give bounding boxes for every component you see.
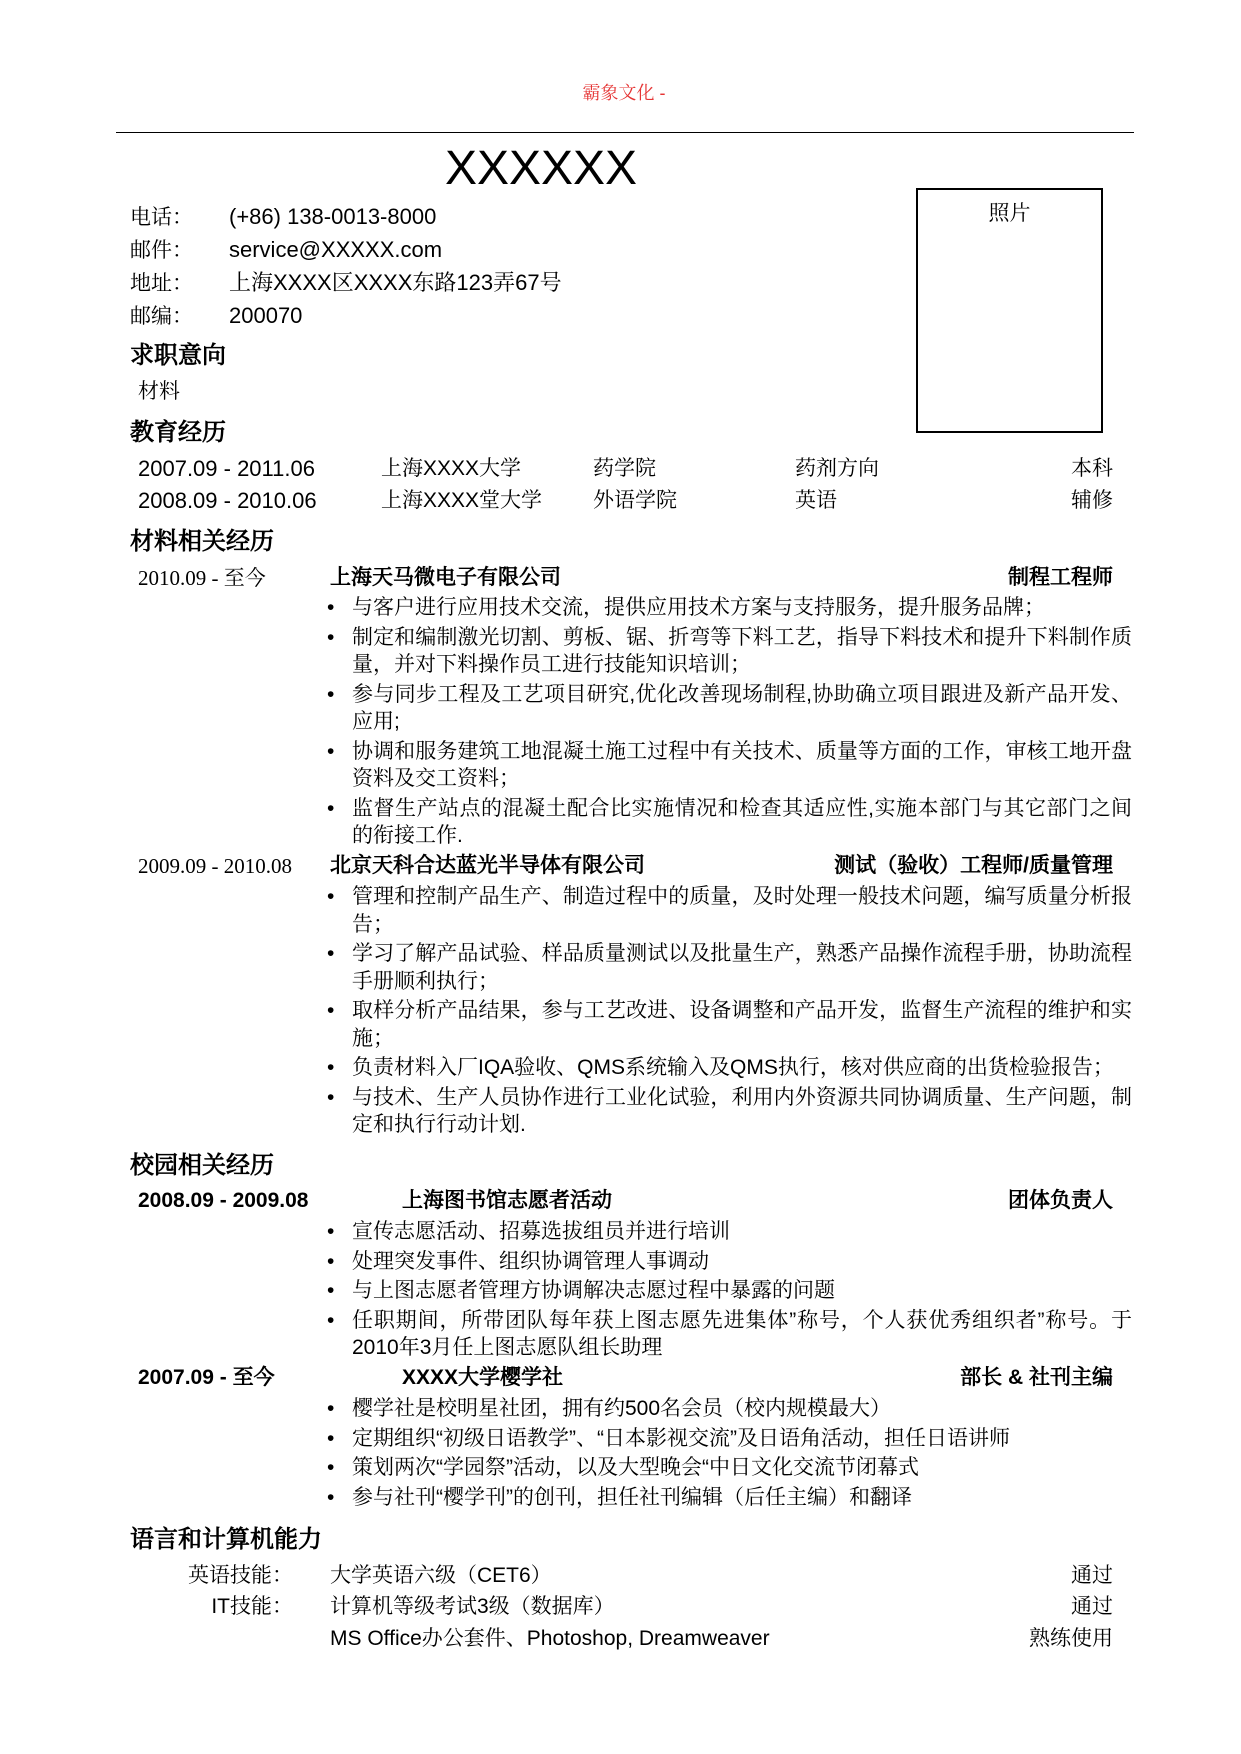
- job-duty-item: • 与客户进行应用技术交流，提供应用技术方案与支持服务，提升服务品牌；: [325, 594, 1132, 622]
- activity-name: XXXX大学樱学社: [402, 1366, 564, 1389]
- candidate-name: XXXXXX: [444, 142, 638, 195]
- header-brand: 霸象文化 -: [582, 83, 666, 103]
- skill-value: 计算机等级考试3级（数据库）: [330, 1595, 615, 1618]
- skill-result: 熟练使用: [1029, 1627, 1113, 1650]
- skill-label: IT技能：: [211, 1595, 293, 1618]
- education-school: 上海XXXX大学: [381, 457, 522, 480]
- education-college: 药学院: [593, 457, 656, 480]
- activity-item: • 处理突发事件、组织协调管理人事调动: [325, 1248, 1132, 1276]
- skill-row: [130, 1623, 1113, 1655]
- email-value: service@XXXXX.com: [229, 237, 443, 262]
- job-duty-item: • 负责材料入厂IQA验收、QMS系统输入及QMS执行，核对供应商的出货检验报告；: [325, 1054, 1132, 1082]
- activity-header: [138, 1187, 1113, 1215]
- job-company: 上海天马微电子有限公司: [330, 566, 561, 589]
- job-duty-item: • 监督生产站点的混凝土配合比实施情况和检查其适应性,实施本部门与其它部门之间的衔接工作.: [325, 795, 1132, 850]
- work-heading: 材料相关经历: [130, 528, 274, 555]
- education-school: 上海XXXX堂大学: [381, 489, 543, 512]
- job-duty-item: • 取样分析产品结果，参与工艺改进、设备调整和产品开发，监督生产流程的维护和实施；: [325, 997, 1132, 1052]
- job-duties-list: [325, 594, 1132, 852]
- activity-item: • 与上图志愿者管理方协调解决志愿过程中暴露的问题: [325, 1277, 1132, 1305]
- activity-item: • 参与社刊“樱学刊”的创刊，担任社刊编辑（后任主编）和翻译: [325, 1484, 1132, 1512]
- job-title: 测试（验收）工程师/质量管理: [834, 854, 1113, 877]
- skill-result: 通过: [1071, 1595, 1113, 1618]
- postcode-value: 200070: [229, 303, 303, 328]
- postcode-label: 邮编：: [130, 305, 193, 328]
- education-major: 英语: [795, 489, 837, 512]
- objective-heading: 求职意向: [130, 342, 226, 369]
- contact-info: [130, 200, 830, 332]
- campus-heading: 校园相关经历: [130, 1152, 274, 1179]
- education-major: 药剂方向: [795, 457, 879, 480]
- education-row: [138, 455, 1113, 483]
- skills-heading: 语言和计算机能力: [130, 1526, 322, 1553]
- job-duty-item: • 协调和服务建筑工地混凝土施工过程中有关技术、质量等方面的工作，审核工地开盘资料及交工资料；: [325, 738, 1132, 793]
- job-period: 2009.09 - 2010.08: [138, 854, 292, 878]
- education-row: [138, 487, 1113, 515]
- activity-role: 团体负责人: [1008, 1189, 1113, 1212]
- skill-label: 英语技能：: [188, 1564, 293, 1587]
- skill-value: 大学英语六级（CET6）: [330, 1564, 552, 1587]
- address-value: 上海XXXX区XXXX东路123弄67号: [229, 270, 562, 295]
- job-duty-item: • 管理和控制产品生产、制造过程中的质量，及时处理一般技术问题，编写质量分析报告；: [325, 883, 1132, 938]
- job-header: [138, 564, 1113, 592]
- address-label: 地址：: [130, 272, 193, 295]
- phone-label: 电话：: [130, 206, 193, 229]
- education-college: 外语学院: [593, 489, 677, 512]
- activity-header: [138, 1364, 1113, 1392]
- education-degree: 辅修: [1071, 489, 1113, 512]
- activity-role: 部长 & 社刊主编: [960, 1366, 1113, 1389]
- job-duties-list: [325, 883, 1132, 1141]
- activity-item: • 策划两次“学园祭”活动，以及大型晚会“中日文化交流节闭幕式: [325, 1454, 1132, 1482]
- skill-result: 通过: [1071, 1564, 1113, 1587]
- job-duty-item: • 学习了解产品试验、样品质量测试以及批量生产，熟悉产品操作流程手册，协助流程手册顺利执行；: [325, 940, 1132, 995]
- education-degree: 本科: [1071, 457, 1113, 480]
- education-heading: 教育经历: [130, 419, 226, 446]
- contact-row-phone: [130, 200, 830, 233]
- skill-row: [130, 1560, 1113, 1592]
- education-period: 2007.09 - 2011.06: [138, 456, 315, 481]
- activity-list: [325, 1218, 1132, 1364]
- job-header: [138, 852, 1113, 880]
- skill-row: [130, 1591, 1113, 1623]
- activity-item: • 定期组织“初级日语教学”、“日本影视交流”及日语角活动，担任日语讲师: [325, 1425, 1132, 1453]
- activity-period: 2008.09 - 2009.08: [138, 1189, 309, 1212]
- header-rule: [116, 132, 1134, 133]
- education-period: 2008.09 - 2010.06: [138, 488, 317, 513]
- job-duty-item: • 参与同步工程及工艺项目研究,优化改善现场制程,协助确立项目跟进及新产品开发、应用;: [325, 681, 1132, 736]
- job-duty-item: • 与技术、生产人员协作进行工业化试验，利用内外资源共同协调质量、生产问题，制定和执行行动计划.: [325, 1084, 1132, 1139]
- contact-row-email: [130, 233, 830, 266]
- activity-period: 2007.09 - 至今: [138, 1366, 275, 1389]
- photo-label: 照片: [988, 202, 1031, 225]
- activity-item: • 宣传志愿活动、招募选拔组员并进行培训: [325, 1218, 1132, 1246]
- contact-row-address: [130, 266, 830, 299]
- contact-row-postcode: [130, 299, 830, 332]
- photo-placeholder: [916, 188, 1103, 433]
- activity-item: • 樱学社是校明星社团，拥有约500名会员（校内规模最大）: [325, 1395, 1132, 1423]
- job-title: 制程工程师: [1008, 566, 1113, 589]
- skill-value: MS Office办公套件、Photoshop, Dreamweaver: [330, 1627, 770, 1650]
- job-company: 北京天科合达蓝光半导体有限公司: [330, 854, 645, 877]
- objective-value: 材料: [138, 380, 180, 403]
- activity-name: 上海图书馆志愿者活动: [402, 1189, 612, 1212]
- phone-value: (+86) 138-0013-8000: [229, 204, 437, 229]
- activity-item: • 任职期间，所带团队每年获上图志愿先进集体”称号，个人获优秀组织者”称号。于2010年3月任上图志愿队组长助理: [325, 1307, 1132, 1362]
- job-period: 2010.09 - 至今: [138, 566, 266, 590]
- email-label: 邮件：: [130, 239, 193, 262]
- job-duty-item: • 制定和编制激光切割、剪板、锯、折弯等下料工艺，指导下料技术和提升下料制作质量，并对下料操作员工进行技能知识培训；: [325, 624, 1132, 679]
- activity-list: [325, 1395, 1132, 1513]
